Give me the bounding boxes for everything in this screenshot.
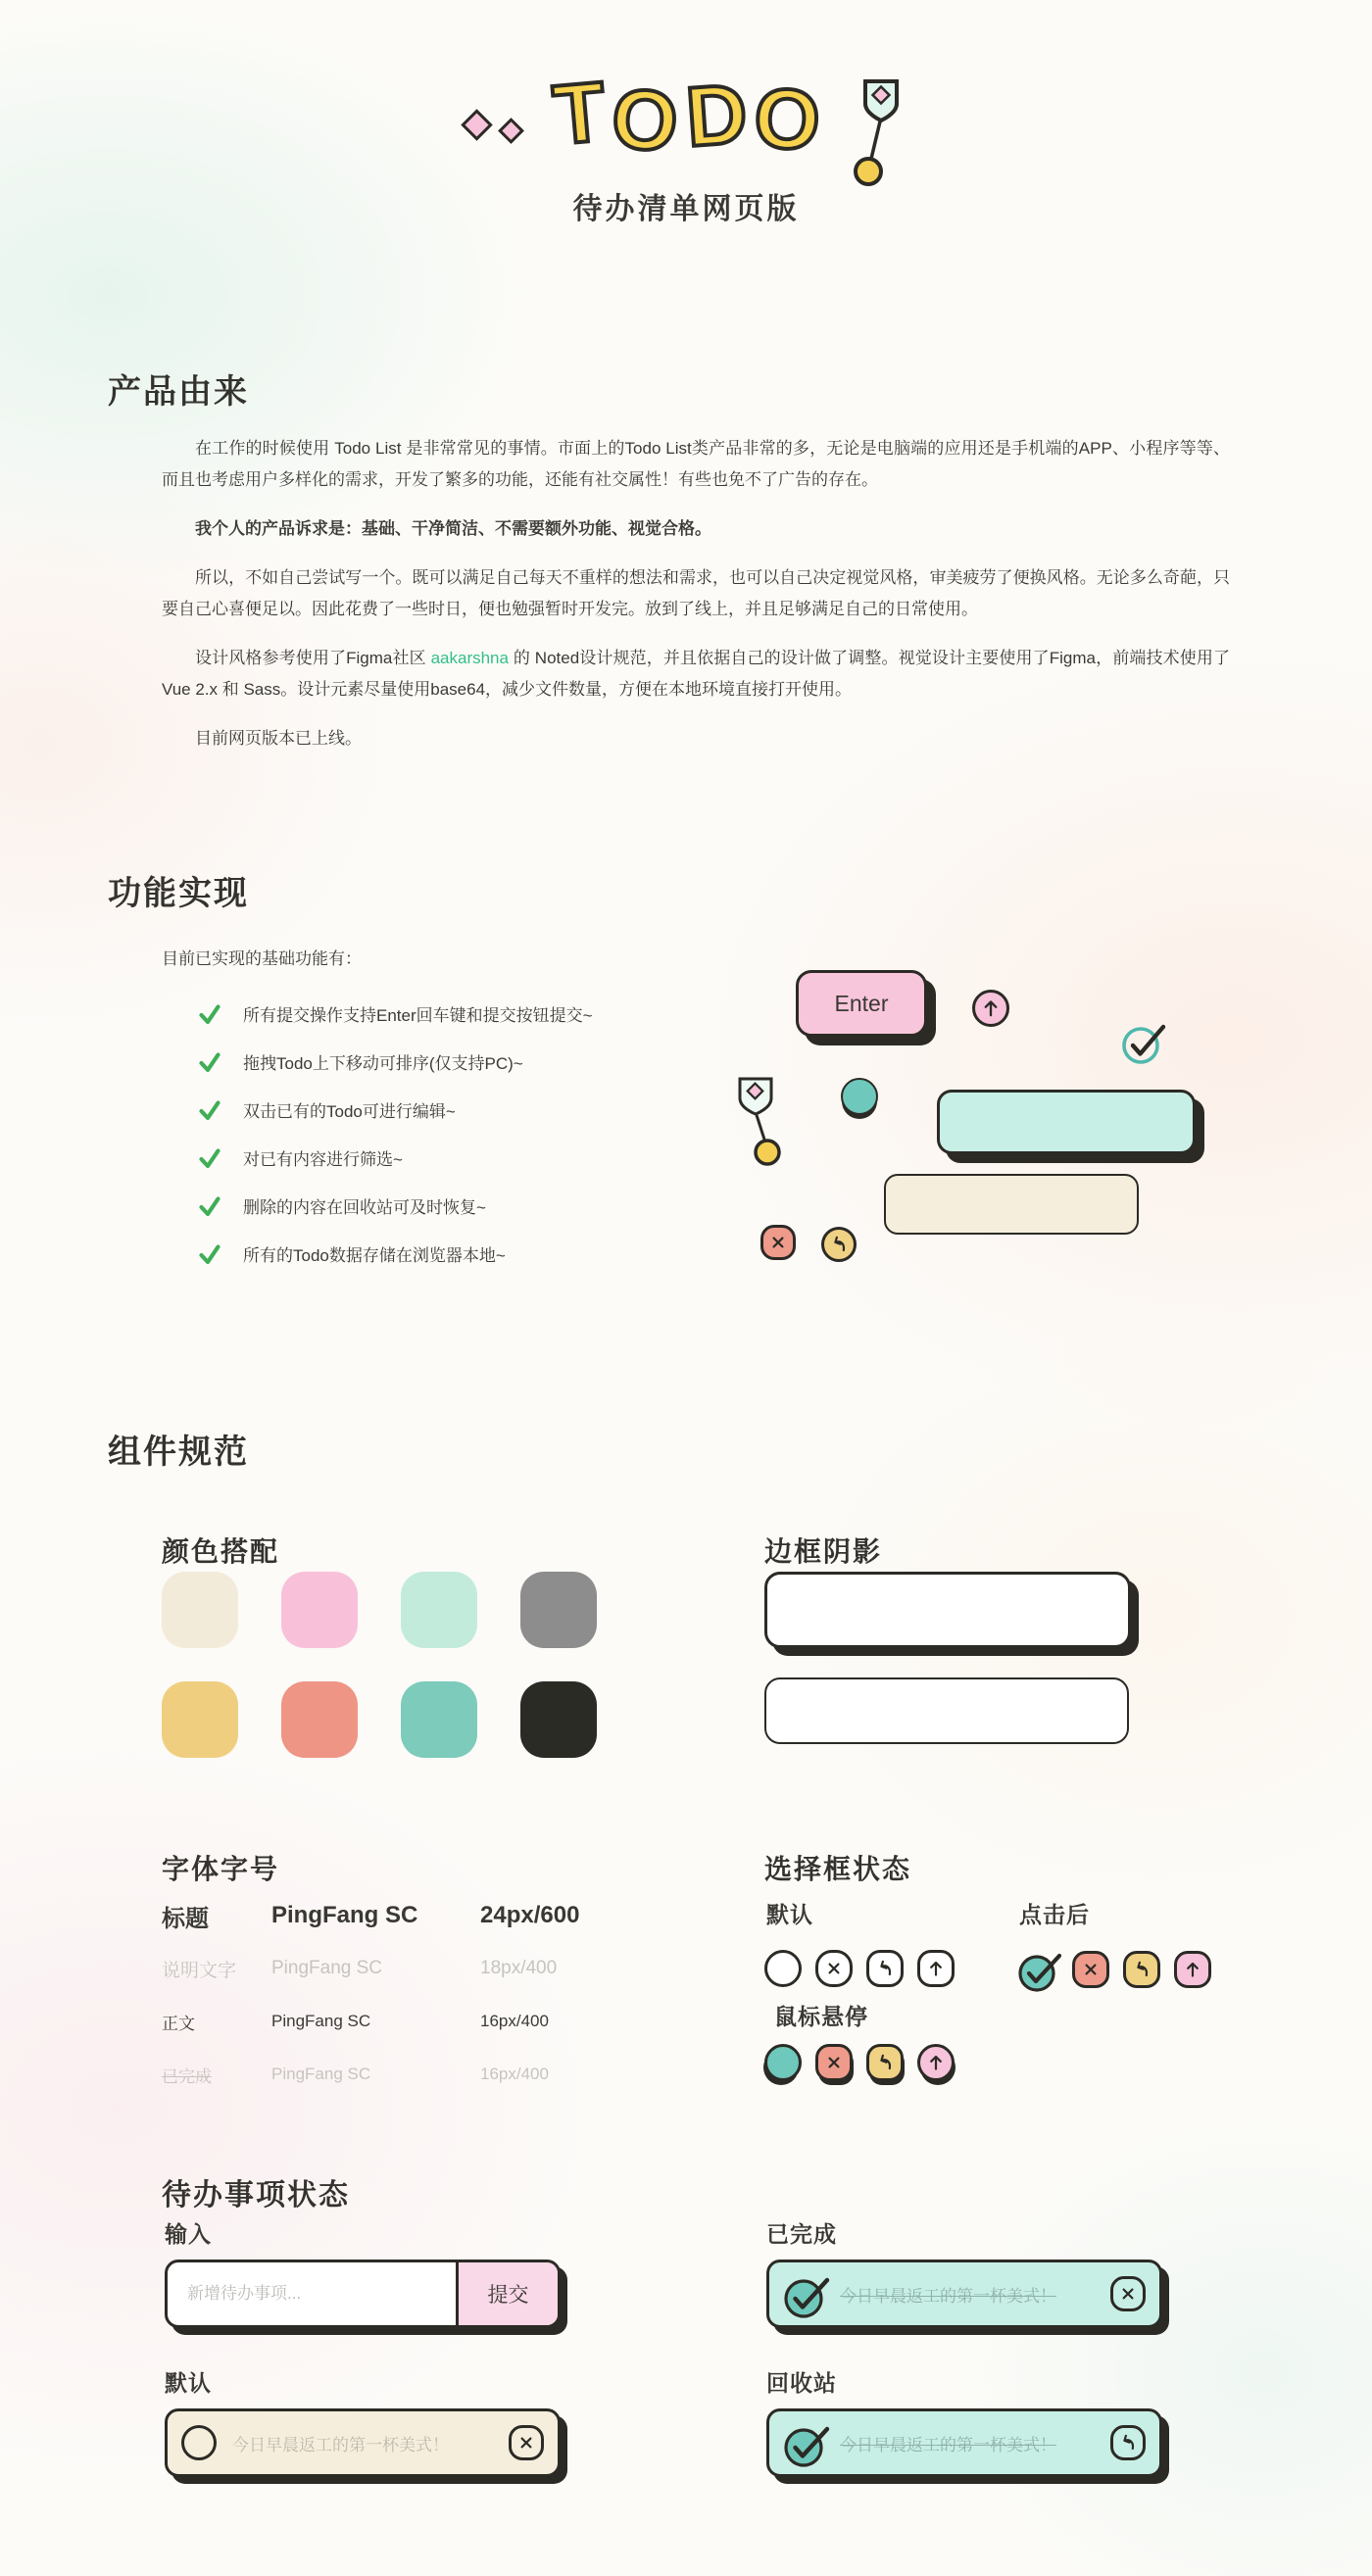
section-title-components: 组件规范	[108, 1434, 249, 1472]
color-swatch	[281, 1572, 358, 1648]
x-icon	[815, 1950, 853, 1987]
checkbox-empty-icon[interactable]	[181, 2425, 217, 2460]
font-row-family: PingFang SC	[271, 2012, 371, 2030]
checkbox-default-label: 默认	[766, 1902, 813, 1927]
border-shadow-demo-box	[764, 1572, 1131, 1648]
feature-text: 双击已有的Todo可进行编辑~	[243, 1102, 456, 1121]
checkbox-hover-row	[764, 2044, 955, 2081]
up-arrow-icon	[917, 2044, 955, 2081]
font-row-label: 标题	[162, 1905, 209, 1932]
logo-exclamation-flag-icon	[854, 76, 906, 195]
origin-p2: 我个人的产品诉求是：基础、干净简洁、不需要额外功能、视觉合格。	[195, 519, 711, 538]
checkbox-checked-icon[interactable]	[783, 2274, 824, 2313]
todo-item-text: 今日早晨返工的第一杯美式！	[840, 2286, 1056, 2306]
completed-state-label: 已完成	[766, 2221, 837, 2247]
undo-icon	[821, 1227, 857, 1262]
features-intro: 目前已实现的基础功能有：	[162, 949, 362, 968]
font-row-family: PingFang SC	[271, 1902, 418, 1928]
color-swatch	[520, 1681, 597, 1758]
up-arrow-icon	[972, 990, 1009, 1027]
font-row-size: 16px/400	[480, 2012, 549, 2030]
check-icon	[199, 1243, 220, 1265]
logo-wordmark	[549, 64, 823, 170]
checkbox-clicked-row	[1017, 1950, 1211, 1989]
check-circle-icon	[1119, 1019, 1160, 1058]
checkbox-checked-icon[interactable]	[783, 2423, 824, 2462]
origin-p3: 所以，不如自己尝试写一个。既可以满足自己每天不重样的想法和需求，也可以自己决定视觉风格，审美疲劳了便换风格。无论多么奇葩，只要自己心喜便足以。因此花费了一些时日，便也勉强暂时开发完。放到了线上，并且足够满足自己的日常使用。	[162, 568, 1230, 618]
check-icon	[199, 1051, 220, 1073]
font-row-family: PingFang SC	[271, 2065, 371, 2083]
section-title-todo-states: 待办事项状态	[162, 2178, 350, 2211]
x-icon	[815, 2044, 853, 2081]
check-icon	[199, 1195, 220, 1217]
subsection-title-checkboxes: 选择框状态	[764, 1854, 912, 1884]
x-icon	[760, 1225, 796, 1260]
feature-item	[199, 1190, 593, 1222]
font-row-caption	[162, 1942, 662, 1995]
logo-letter-d: D	[683, 66, 751, 166]
input-state-label: 输入	[165, 2221, 212, 2247]
mint-card-illustration	[937, 1090, 1196, 1154]
restore-undo-button[interactable]	[1110, 2425, 1146, 2460]
todo-item-text: 今日早晨返工的第一杯美式！	[840, 2435, 1056, 2454]
new-todo-input-group	[165, 2260, 561, 2328]
delete-x-button[interactable]	[1110, 2276, 1146, 2311]
origin-p4-after: 的 Noted设计规范，并且依据自己的设计做了调整。视觉设计主要使用了Figma，前端技术使用了 Vue 2.x 和 Sass。设计元素尽量使用base64，减少文件数量，方便在本地环境直接打开使用。	[162, 649, 1230, 699]
cream-card-illustration	[884, 1174, 1139, 1235]
todo-item-text: 今日早晨返工的第一杯美式！	[232, 2435, 449, 2454]
new-todo-input[interactable]	[168, 2262, 456, 2325]
teal-dot-icon	[841, 1078, 878, 1115]
font-row-size: 16px/400	[480, 2065, 549, 2083]
subsection-title-colors: 颜色搭配	[162, 1536, 280, 1567]
recycle-state-label: 回收站	[766, 2370, 837, 2396]
undo-icon	[866, 2044, 904, 2081]
font-spec-table	[162, 1889, 662, 2101]
pin-flag-icon	[733, 1074, 794, 1175]
feature-text: 删除的内容在回收站可及时恢复~	[243, 1198, 486, 1217]
feature-text: 对已有内容进行筛选~	[243, 1150, 403, 1169]
features-list	[199, 997, 593, 1286]
font-row-label: 正文	[162, 2014, 195, 2033]
logo-letter-o1: O	[609, 71, 681, 170]
aakarshna-link[interactable]: aakarshna	[430, 649, 509, 667]
border-plain-demo-box	[764, 1677, 1129, 1744]
subsection-title-fonts: 字体字号	[162, 1854, 280, 1884]
feature-text: 拖拽Todo上下移动可排序(仅支持PC)~	[243, 1054, 523, 1073]
checkbox-empty-circle-icon	[764, 1950, 802, 1987]
feature-text: 所有提交操作支持Enter回车键和提交按钮提交~	[243, 1006, 593, 1025]
origin-p4-before: 设计风格参考使用了Figma社区	[195, 649, 431, 667]
check-icon	[199, 1003, 220, 1025]
origin-p4	[162, 643, 1230, 705]
delete-x-button[interactable]	[509, 2425, 544, 2460]
feature-item	[199, 997, 593, 1030]
font-row-done	[162, 2048, 662, 2101]
color-swatches	[162, 1572, 597, 1758]
checkbox-filled-circle-icon	[764, 2044, 802, 2081]
features-illustration	[725, 939, 1235, 1293]
origin-p5: 目前网页版本已上线。	[195, 729, 362, 748]
check-icon	[199, 1099, 220, 1121]
up-arrow-icon	[1174, 1951, 1211, 1988]
page-subtitle: 待办清单网页版	[572, 193, 800, 225]
origin-paragraphs	[162, 433, 1230, 772]
subsection-title-shadows: 边框阴影	[764, 1536, 883, 1567]
font-row-label: 已完成	[162, 2066, 212, 2086]
font-row-body	[162, 1995, 662, 2048]
todo-item-completed	[766, 2260, 1162, 2328]
section-title-origin: 产品由来	[108, 373, 249, 412]
feature-item	[199, 1045, 593, 1078]
logo-letter-o2: O	[752, 71, 823, 169]
color-swatch	[401, 1681, 477, 1758]
feature-item	[199, 1094, 593, 1126]
enter-key-illustration: Enter	[796, 970, 927, 1037]
section-title-features: 功能实现	[108, 875, 249, 913]
logo-letter-t: T	[549, 64, 610, 164]
font-row-label: 说明文字	[162, 1960, 237, 1981]
check-circle-icon	[1017, 1950, 1058, 1989]
color-swatch	[162, 1572, 238, 1648]
font-row-size: 18px/400	[480, 1958, 558, 1978]
color-swatch	[281, 1681, 358, 1758]
logo	[0, 65, 1372, 195]
undo-icon	[866, 1950, 904, 1987]
checkbox-default-row	[764, 1950, 955, 1987]
check-icon	[199, 1147, 220, 1169]
default-state-label: 默认	[165, 2370, 212, 2396]
color-swatch	[520, 1572, 597, 1648]
color-swatch	[401, 1572, 477, 1648]
x-icon	[1072, 1951, 1109, 1988]
checkbox-hover-label: 鼠标悬停	[774, 2004, 868, 2029]
feature-item	[199, 1238, 593, 1270]
logo-sparkle-diamonds-icon	[466, 112, 520, 140]
feature-text: 所有的Todo数据存储在浏览器本地~	[243, 1246, 506, 1265]
todo-item-recycle	[766, 2408, 1162, 2477]
submit-button[interactable]: 提交	[456, 2262, 558, 2325]
font-row-size: 24px/600	[480, 1902, 580, 1928]
font-row-title	[162, 1889, 662, 1942]
undo-icon	[1123, 1951, 1160, 1988]
origin-p1: 在工作的时候使用 Todo List 是非常常见的事情。市面上的Todo List类产品非常的多，无论是电脑端的应用还是手机端的APP、小程序等等、而且也考虑用户多样化的需求，开发了繁多的功能，还能有社交属性！有些也免不了广告的存在。	[162, 439, 1230, 489]
color-swatch	[162, 1681, 238, 1758]
font-row-family: PingFang SC	[271, 1958, 383, 1978]
checkbox-clicked-label: 点击后	[1019, 1902, 1090, 1927]
feature-item	[199, 1142, 593, 1174]
todo-item-default	[165, 2408, 561, 2477]
up-arrow-icon	[917, 1950, 955, 1987]
